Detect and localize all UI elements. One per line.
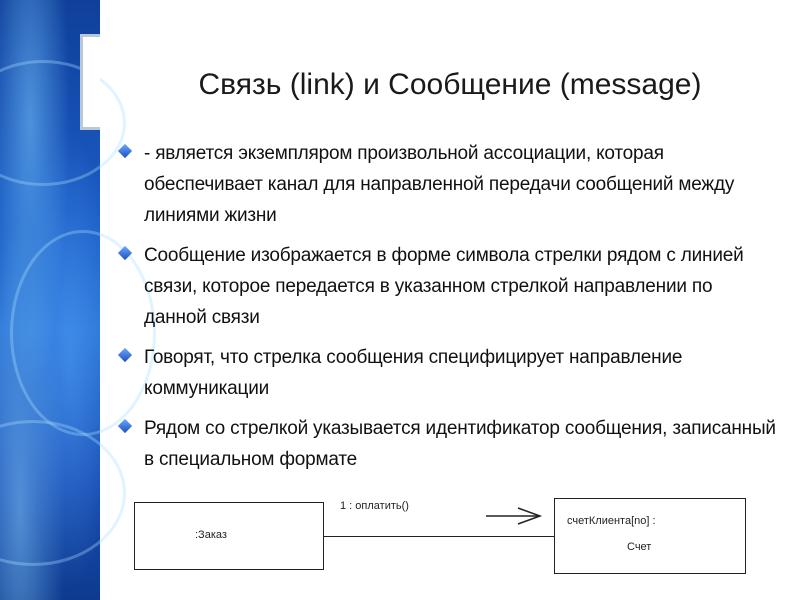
object-box-order bbox=[134, 502, 324, 570]
object-box-account bbox=[554, 498, 746, 574]
communication-diagram bbox=[134, 498, 746, 574]
diamond-bullet-icon bbox=[118, 246, 132, 260]
object-label-account-class: Счет bbox=[627, 541, 652, 553]
bullet-item bbox=[118, 342, 778, 404]
diamond-bullet-icon bbox=[118, 348, 132, 362]
diamond-bullet-icon bbox=[118, 144, 132, 158]
bullet-text: Говорят, что стрелка сообщения специфицирует направление коммуникации bbox=[144, 347, 683, 399]
bullet-text: Сообщение изображается в форме символа стрелки рядом с линией связи, которое передается в указанном стрелкой направлении по данной связи bbox=[144, 245, 744, 328]
bullet-text: - является экземпляром произвольной ассоциации, которая обеспечивает канал для направленной передачи сообщений между линиями жизни bbox=[144, 143, 735, 226]
object-label-order: :Заказ bbox=[195, 529, 227, 541]
link-line bbox=[324, 536, 554, 537]
bullet-list bbox=[118, 138, 778, 484]
bullet-item bbox=[118, 240, 778, 333]
bullet-item bbox=[118, 413, 778, 475]
title-accent-bracket bbox=[80, 34, 100, 130]
diamond-bullet-icon bbox=[118, 419, 132, 433]
object-label-account-name: счетКлиента[no] : bbox=[567, 515, 656, 527]
bullet-text: Рядом со стрелкой указывается идентификатор сообщения, записанный в специальном формате bbox=[144, 418, 776, 470]
message-label: 1 : оплатить() bbox=[340, 500, 409, 512]
slide-title: Связь (link) и Сообщение (message) bbox=[198, 68, 702, 101]
bullet-item bbox=[118, 138, 778, 231]
arrow-right-icon bbox=[484, 506, 544, 526]
